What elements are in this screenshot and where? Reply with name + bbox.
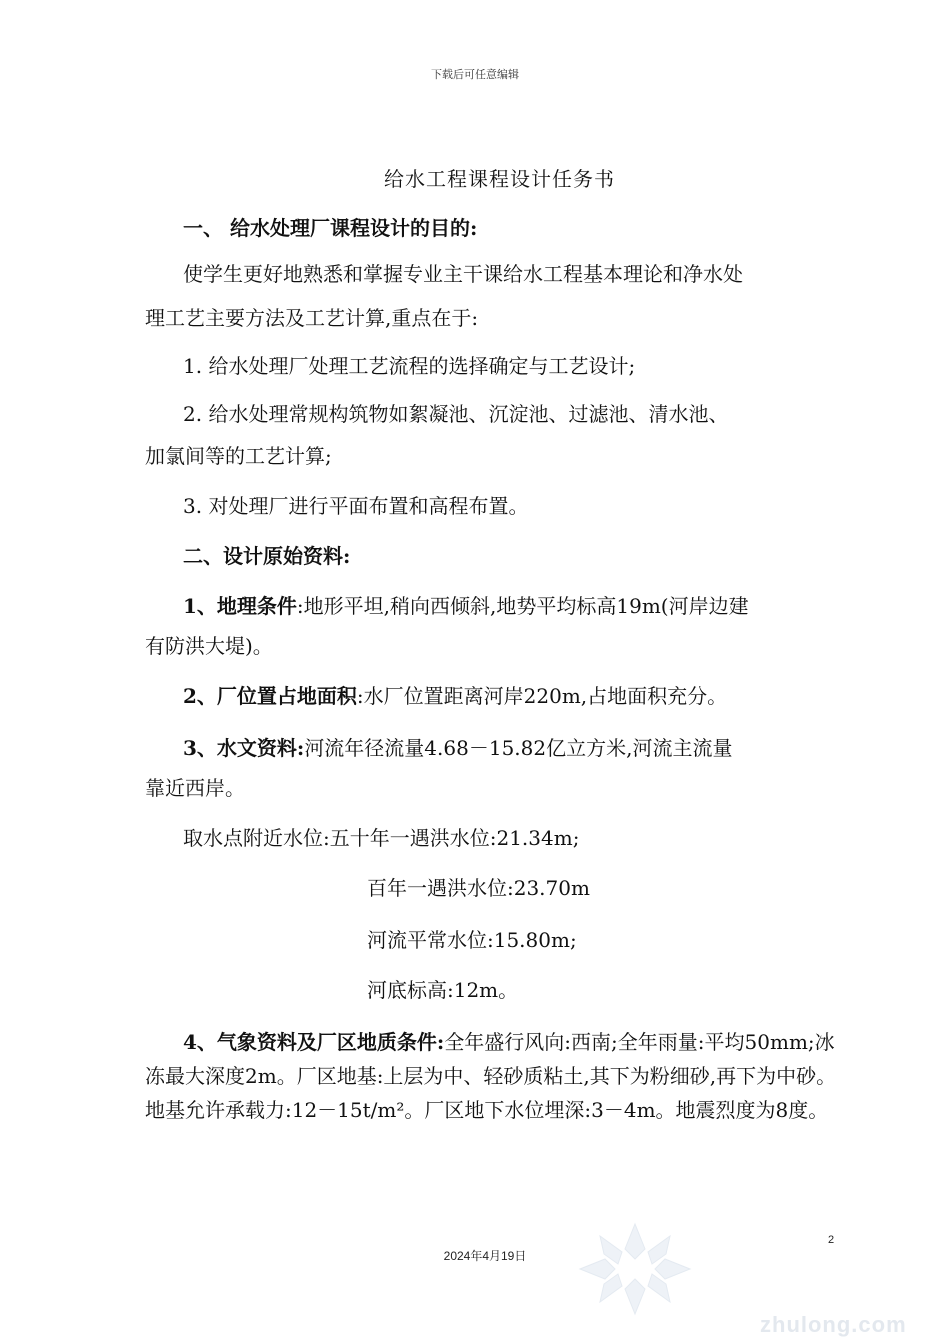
hydrology-label: 3、水文资料: (183, 736, 305, 760)
site-area-line (183, 674, 727, 718)
site-area-label: 2、厂位置占地面积 (183, 684, 357, 708)
climate-geology-paragraph (145, 1025, 845, 1127)
geo-conditions-line1 (183, 584, 749, 628)
hydrology-line2: 靠近西岸。 (145, 776, 245, 800)
water-level-1: 取水点附近水位:五十年一遇洪水位:21.34m; (183, 826, 580, 850)
section2-heading: 二、设计原始资料: (183, 544, 351, 568)
header-note: 下载后可任意编辑 (431, 69, 519, 81)
footer-date: 2024年4月19日 (443, 1249, 527, 1263)
section1-intro-line2: 理工艺主要方法及工艺计算,重点在于: (145, 306, 479, 330)
section1-item-2-line2: 加氯间等的工艺计算; (145, 444, 332, 468)
section1-heading: 一、 给水处理厂课程设计的目的: (183, 216, 478, 240)
section1-item-1: 1. 给水处理厂处理工艺流程的选择确定与工艺设计; (183, 354, 636, 378)
section1-item-2-line1: 2. 给水处理常规构筑物如絮凝池、沉淀池、过滤池、清水池、 (183, 402, 729, 426)
geo-conditions-label: 1、地理条件 (183, 594, 297, 618)
geo-conditions-text: :地形平坦,稍向西倾斜,地势平均标高19m(河岸边建 (296, 594, 749, 618)
section1-intro-line1: 使学生更好地熟悉和掌握专业主干课给水工程基本理论和净水处 (183, 262, 743, 286)
water-level-4: 河底标高:12m。 (367, 978, 519, 1002)
water-level-3: 河流平常水位:15.80m; (367, 928, 577, 952)
geo-conditions-line2: 有防洪大堤)。 (145, 634, 273, 658)
document-title: 给水工程课程设计任务书 (384, 167, 615, 191)
hydrology-line1 (183, 726, 732, 770)
watermark-text: zhulong.com (760, 1312, 907, 1337)
section1-item-3: 3. 对处理厂进行平面布置和高程布置。 (183, 494, 529, 518)
site-area-text: :水厂位置距离河岸220m,占地面积充分。 (356, 684, 728, 708)
page-number: 2 (828, 1234, 835, 1246)
water-level-2: 百年一遇洪水位:23.70m (367, 876, 590, 900)
hydrology-text: 河流年径流量4.68－15.82亿立方米,河流主流量 (304, 736, 733, 760)
watermark-logo-icon (560, 1214, 710, 1324)
climate-geology-label: 4、气象资料及厂区地质条件: (183, 1030, 445, 1054)
climate-geology-text: 全年盛行风向:西南;全年雨量:平均50mm;冰冻最大深度2m。厂区地基:上层为中、轻砂质粘土,其下为粉细砂,再下为中砂。地基允许承载力:12－15t/m²。厂区地下水位埋深:3－4m。地震烈度为8度。 (145, 1030, 837, 1122)
